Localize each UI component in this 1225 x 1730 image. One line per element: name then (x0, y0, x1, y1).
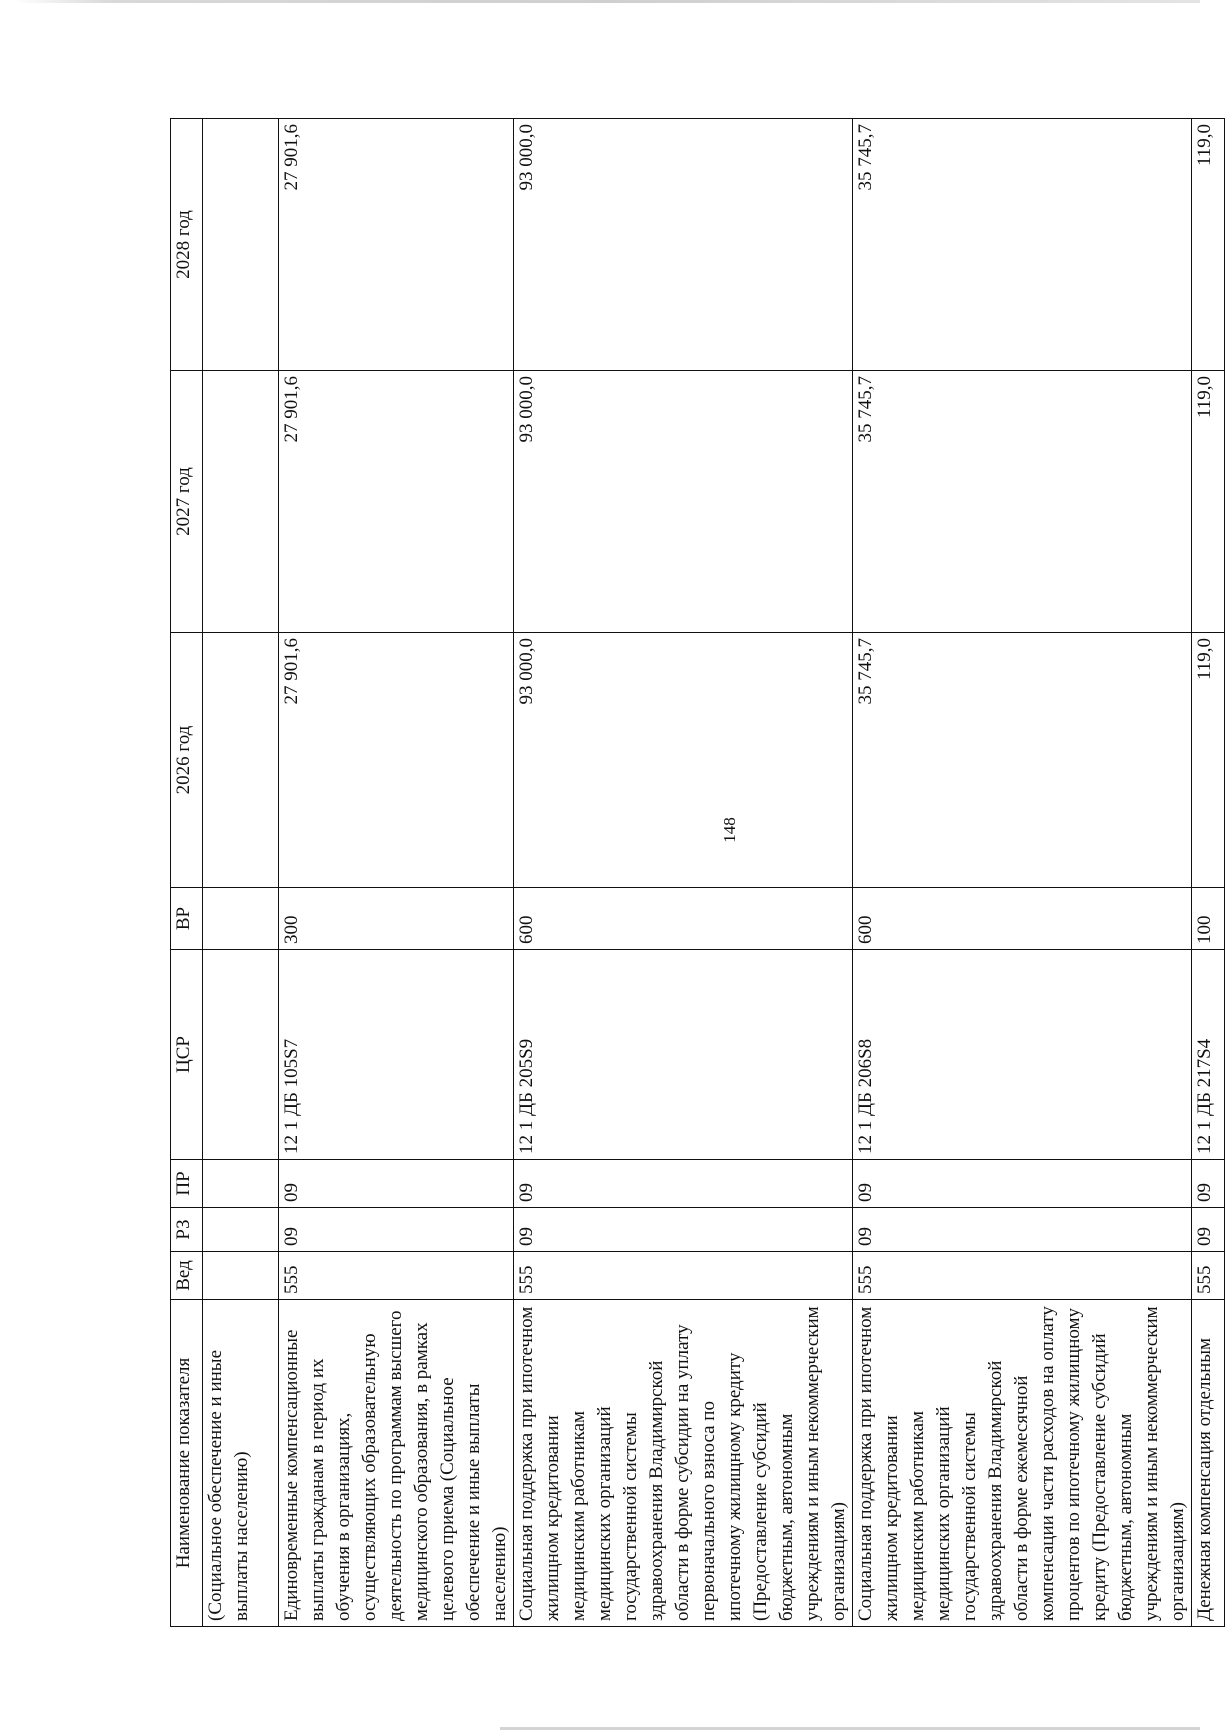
cell-2027: 119,0 (1192, 371, 1225, 633)
cell-pr: 09 (514, 1160, 853, 1208)
cell-2028: 119,0 (1192, 119, 1225, 371)
cell-pr: 09 (1192, 1160, 1225, 1208)
header-vr: ВР (171, 888, 203, 950)
cell-ved: 555 (853, 1252, 1192, 1300)
cell-ved (203, 1252, 279, 1300)
budget-table (170, 118, 1225, 1627)
cell-ved: 555 (514, 1252, 853, 1300)
cell-rz: 09 (1192, 1208, 1225, 1252)
cell-2026: 27 901,6 (279, 633, 514, 888)
cell-csr: 12 1 ДБ 205S9 (514, 950, 853, 1160)
table-row (853, 119, 1192, 1627)
cell-2026: 119,0 (1192, 633, 1225, 888)
cell-ved: 555 (1192, 1252, 1225, 1300)
header-2026: 2026 год (171, 633, 203, 888)
cell-csr: 12 1 ДБ 217S4 (1192, 950, 1225, 1160)
cell-vr: 300 (279, 888, 514, 950)
cell-2026: 93 000,0 (514, 633, 853, 888)
cell-2026: 35 745,7 (853, 633, 1192, 888)
cell-2028: 93 000,0 (514, 119, 853, 371)
cell-2027: 27 901,6 (279, 371, 514, 633)
cell-name: Социальная поддержка при ипотечном жилищном кредитовании медицинским работникам медицинских организаций государственной системы здравоохранения Владимирской области в форме субсидии на уплату первоначального взноса по ипотечному жилищному кредиту (Предоставление субсидий бюджетным, автономным учреждениям и иным некоммерческим организациям) (514, 1300, 853, 1627)
cell-vr: 600 (853, 888, 1192, 950)
cell-name: Денежная компенсация отдельным (1192, 1300, 1225, 1627)
cell-rz (203, 1208, 279, 1252)
budget-table-frame (170, 119, 1215, 1627)
cell-rz: 09 (853, 1208, 1192, 1252)
cell-csr (203, 950, 279, 1160)
cell-rz: 09 (279, 1208, 514, 1252)
header-name: Наименование показателя (171, 1300, 203, 1627)
scan-edge-top (14, 0, 1200, 3)
table-header-row (171, 119, 203, 1627)
table-row (514, 119, 853, 1627)
cell-rz: 09 (514, 1208, 853, 1252)
cell-2028 (203, 119, 279, 371)
table-row (279, 119, 514, 1627)
cell-name: Социальная поддержка при ипотечном жилищном кредитовании медицинским работникам медицинских организаций государственной системы здравоохранения Владимирской области в форме ежемесячной компенсации части расходов на оплату процентов по ипотечному жилищному кредиту (Предоставление субсидий бюджетным, автономным учреждениям и иным некоммерческим организациям) (853, 1300, 1192, 1627)
table-row (203, 119, 279, 1627)
cell-2026 (203, 633, 279, 888)
cell-2028: 27 901,6 (279, 119, 514, 371)
page-number: 148 (720, 817, 739, 843)
cell-2028: 35 745,7 (853, 119, 1192, 371)
header-2027: 2027 год (171, 371, 203, 633)
header-2028: 2028 год (171, 119, 203, 371)
cell-vr: 600 (514, 888, 853, 950)
cell-2027: 93 000,0 (514, 371, 853, 633)
table-row (1192, 119, 1225, 1627)
cell-csr: 12 1 ДБ 105S7 (279, 950, 514, 1160)
cell-name: Единовременные компенсационные выплаты гражданам в период их обучения в организациях, осуществляющих образовательную деятельность по программам высшего медицинского образования, в рамках целевого приема (Социальное обеспечение и иные выплаты населению) (279, 1300, 514, 1627)
cell-pr: 09 (853, 1160, 1192, 1208)
cell-vr: 100 (1192, 888, 1225, 950)
cell-ved: 555 (279, 1252, 514, 1300)
cell-vr (203, 888, 279, 950)
header-rz: РЗ (171, 1208, 203, 1252)
cell-csr: 12 1 ДБ 206S8 (853, 950, 1192, 1160)
cell-pr (203, 1160, 279, 1208)
cell-2027 (203, 371, 279, 633)
cell-name: (Социальное обеспечение и иные выплаты населению) (203, 1300, 279, 1627)
header-pr: ПР (171, 1160, 203, 1208)
cell-pr: 09 (279, 1160, 514, 1208)
header-csr: ЦСР (171, 950, 203, 1160)
cell-2027: 35 745,7 (853, 371, 1192, 633)
header-ved: Вед (171, 1252, 203, 1300)
